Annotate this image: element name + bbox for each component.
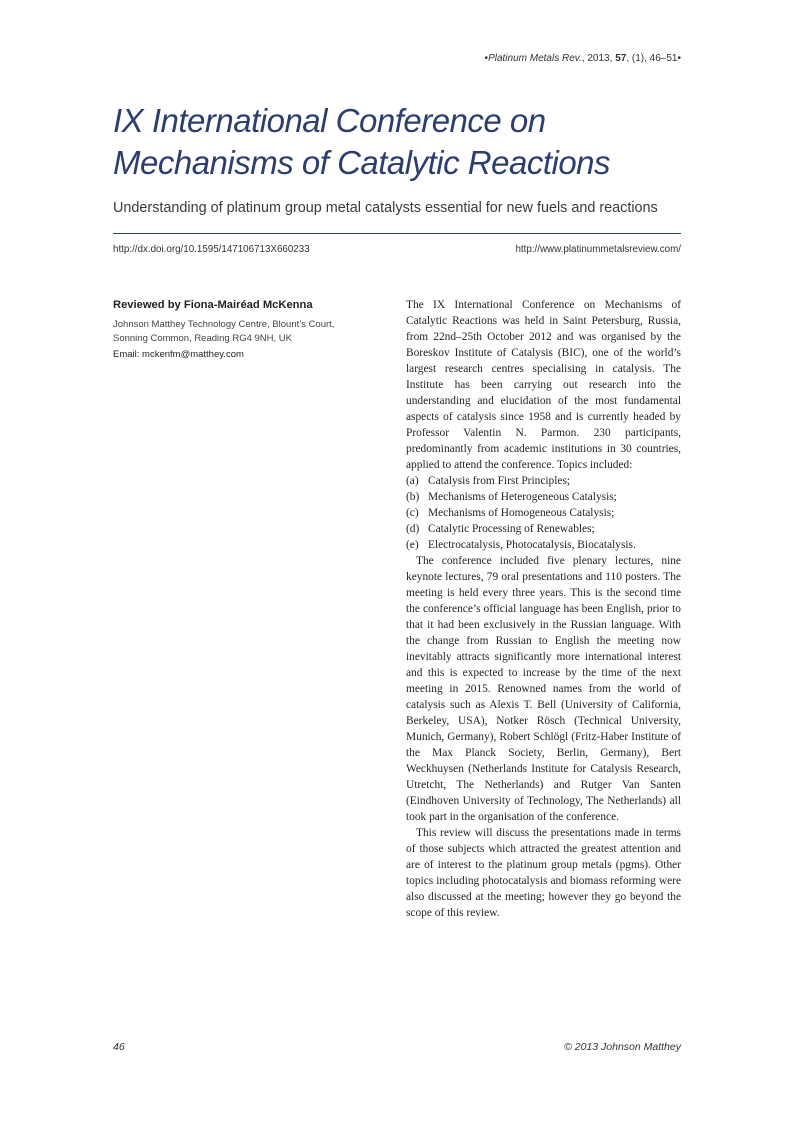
topic-text: Mechanisms of Heterogeneous Catalysis; — [428, 491, 617, 503]
topic-marker: (e) — [406, 539, 419, 551]
header-divider — [113, 233, 681, 234]
topic-item — [406, 489, 681, 505]
journal-volume: 57 — [615, 53, 627, 64]
article-subtitle: Understanding of platinum group metal catalysts essential for new fuels and reactions — [113, 200, 658, 216]
journal-reference: •Platinum Metals Rev., 2013, 57, (1), 46–51• — [484, 53, 681, 64]
journal-site-link[interactable]: http://www.platinummetalsreview.com/ — [515, 244, 681, 255]
reviewer-email[interactable]: Email: mckenfm@matthey.com — [113, 349, 244, 360]
reviewer-block — [113, 299, 373, 362]
topic-marker: (d) — [406, 523, 420, 535]
page-number: 46 — [113, 1041, 125, 1053]
reviewer-affiliation-line2: Sonning Common, Reading RG4 9NH, UK — [113, 333, 293, 344]
journal-issue: (1) — [631, 53, 645, 64]
reviewer-affiliation-line1: Johnson Matthey Technology Centre, Blount’s Court, — [113, 319, 335, 330]
topic-item — [406, 473, 681, 489]
scope-paragraph: This review will discuss the presentations made in terms of those subjects which attracted the greatest attention and are of interest to the platinum group metals (pgms). Other topics including photocatalysis and biomass reforming were also discussed at the meeting; however they go beyond the scope of this review. — [406, 827, 681, 919]
topic-marker: (b) — [406, 491, 420, 503]
topic-item — [406, 505, 681, 521]
doi-link[interactable]: http://dx.doi.org/10.1595/147106713X660233 — [113, 244, 310, 255]
article-body — [406, 297, 681, 921]
journal-year: 2013 — [587, 53, 610, 64]
copyright-notice: © 2013 Johnson Matthey — [564, 1041, 681, 1053]
topic-text: Catalytic Processing of Renewables; — [428, 523, 595, 535]
topic-text: Mechanisms of Homogeneous Catalysis; — [428, 507, 615, 519]
topic-marker: (a) — [406, 475, 419, 487]
topic-text: Electrocatalysis, Photocatalysis, Biocatalysis. — [428, 539, 636, 551]
reviewer-name: Reviewed by Fiona-Mairéad McKenna — [113, 299, 313, 311]
topic-item — [406, 537, 681, 553]
topic-item — [406, 521, 681, 537]
topics-list — [406, 473, 681, 553]
conference-paragraph: The conference included five plenary lectures, nine keynote lectures, 79 oral presentations and 110 posters. The meeting is held every three years. This is the second time the conference’s official language has been English, prior to that it had been exclusively in the Russian language. With the change from Russian to English the meeting now inevitably attracts significantly more international interest and this is expected to increase by the time of the next meeting in 2015. Renowned names from the world of catalysis such as Alexis T. Bell (University of California, Berkeley, USA), Notker Rösch (Technical University, Munich, Germany), Robert Schlögl (Fritz-Haber Institute of the Max Planck Society, Berlin, Germany), Bert Weckhuysen (Netherlands Institute for Catalysis Research, Utretcht, The Netherlands) and Rutger Van Santen (Eindhoven University of Technology, The Netherlands) all took part in the organisation of the conference. — [406, 555, 681, 823]
article-title: IX International Conference on Mechanisms of Catalytic Reactions — [113, 102, 611, 181]
journal-pages: 46–51 — [649, 53, 678, 64]
intro-paragraph: The IX International Conference on Mechanisms of Catalytic Reactions was held in Saint Petersburg, Russia, from 22nd–25th October 2012 and was organised by the Boreskov Institute of Catalysis (BIC), one of the world’s largest research centres specialising in catalysis. The Institute has been carrying out research into the understanding and elucidation of the most fundamental aspects of catalysis since 1958 and is currently headed by Professor Valentin N. Parmon. 230 participants, predominantly from academic institutions in 30 countries, applied to attend the conference. Topics included: — [406, 299, 681, 471]
topic-marker: (c) — [406, 507, 419, 519]
topic-text: Catalysis from First Principles; — [428, 475, 571, 487]
journal-name: Platinum Metals Rev. — [488, 53, 582, 64]
